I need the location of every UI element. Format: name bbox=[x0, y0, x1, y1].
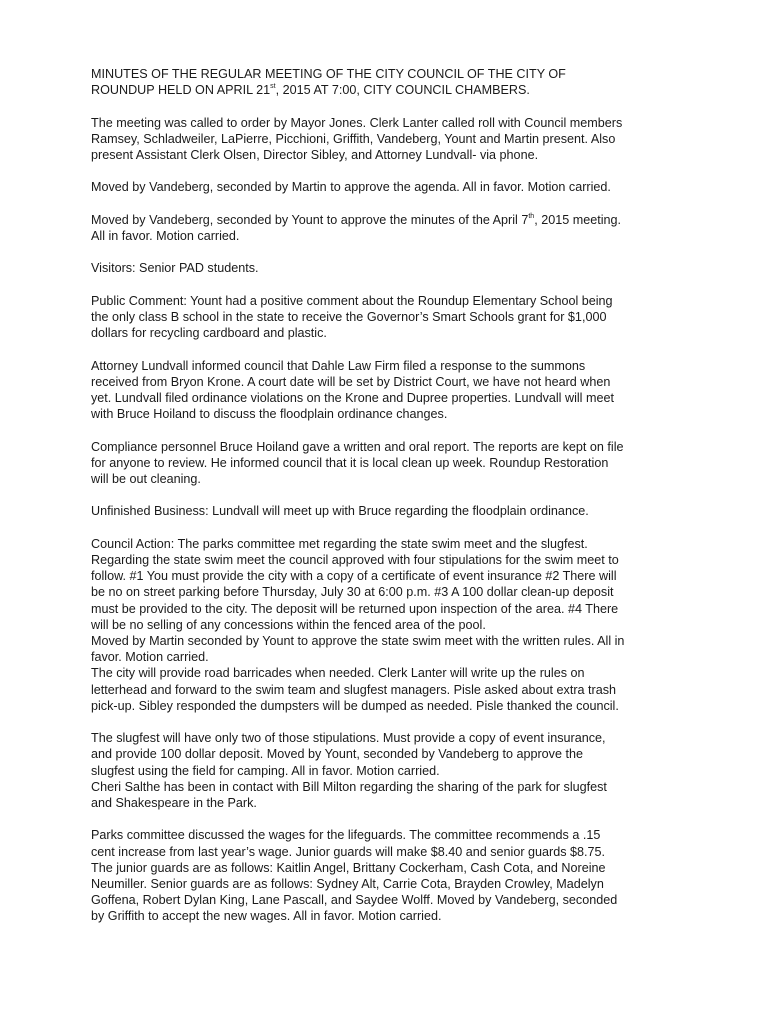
paragraph-line: yet. Lundvall filed ordinance violations on the Krone and Dupree properties. Lundvall will meet bbox=[91, 390, 614, 405]
paragraph-line: the only class B school in the state to receive the Governor’s Smart Schools grant for $1,000 bbox=[91, 309, 607, 324]
paragraph-line: for anyone to review. He informed council that it is local clean up week. Roundup Restoration bbox=[91, 455, 609, 470]
paragraph-line bbox=[91, 212, 691, 228]
paragraph-line: received from Bryon Krone. A court date will be set by District Court, we have not heard when bbox=[91, 374, 611, 389]
paragraph-line: Parks committee discussed the wages for the lifeguards. The committee recommends a .15 bbox=[91, 828, 601, 843]
paragraph-line: Moved by Vandeberg, seconded by Martin to approve the agenda. All in favor. Motion carried. bbox=[91, 180, 611, 195]
slugfest-paragraph bbox=[91, 730, 691, 811]
call-to-order-paragraph bbox=[91, 115, 691, 164]
paragraph-line: present Assistant Clerk Olsen, Director Sibley, and Attorney Lundvall- via phone. bbox=[91, 148, 539, 162]
paragraph-line: The meeting was called to order by Mayor Jones. Clerk Lanter called roll with Council members bbox=[91, 115, 623, 130]
paragraph-line: pick-up. Sibley responded the dumpsters will be dumped as needed. Pisle thanked the council. bbox=[91, 698, 619, 713]
paragraph-line: Visitors: Senior PAD students. bbox=[91, 261, 259, 276]
paragraph-line: The junior guards are as follows: Kaitlin Angel, Brittany Cockerham, Cash Cota, and Noreine bbox=[91, 860, 606, 875]
minutes-document bbox=[91, 66, 691, 941]
paragraph-line: Public Comment: Yount had a positive comment about the Roundup Elementary School being bbox=[91, 293, 613, 308]
minutes-motion-text-end: , 2015 meeting. bbox=[534, 212, 622, 227]
minutes-motion-paragraph bbox=[91, 212, 691, 244]
paragraph-line: Council Action: The parks committee met regarding the state swim meet and the slugfest. bbox=[91, 536, 588, 551]
paragraph-line: letterhead and forward to the swim team and slugfest managers. Pisle asked about extra trash bbox=[91, 682, 617, 697]
minutes-date-suffix: th bbox=[528, 212, 535, 220]
lifeguard-wages-paragraph bbox=[91, 827, 691, 924]
title-line-1: MINUTES OF THE REGULAR MEETING OF THE CITY COUNCIL OF THE CITY OF bbox=[91, 67, 566, 81]
agenda-motion-paragraph bbox=[91, 179, 691, 195]
public-comment-paragraph bbox=[91, 293, 691, 342]
paragraph-line: The city will provide road barricades when needed. Clerk Lanter will write up the rules on bbox=[91, 666, 585, 681]
paragraph-line: will be no selling of any concessions within the fenced area of the pool. bbox=[91, 617, 486, 632]
title-time-text: , 2015 AT 7:00, CITY COUNCIL CHAMBERS. bbox=[275, 83, 530, 98]
compliance-report-paragraph bbox=[91, 439, 691, 488]
paragraph-line: Compliance personnel Bruce Hoiland gave a written and oral report. The reports are kept on file bbox=[91, 439, 624, 454]
attorney-report-paragraph bbox=[91, 358, 691, 423]
paragraph-line: Unfinished Business: Lundvall will meet up with Bruce regarding the floodplain ordinance. bbox=[91, 504, 589, 519]
paragraph-line: by Griffith to accept the new wages. All in favor. Motion carried. bbox=[91, 909, 442, 924]
council-action-paragraph bbox=[91, 536, 691, 714]
visitors-paragraph bbox=[91, 260, 691, 276]
paragraph-line: Regarding the state swim meet the council approved with four stipulations for the swim meet to bbox=[91, 552, 619, 567]
title-date-suffix: st bbox=[270, 83, 276, 91]
paragraph-line: Goffena, Robert Dylan King, Lane Pascall, and Saydee Wolff. Moved by Vandeberg, seconded bbox=[91, 893, 618, 908]
paragraph-line: must be provided to the city. The deposit will be returned upon inspection of the area. #4 There bbox=[91, 601, 619, 616]
paragraph-line: follow. #1 You must provide the city with a copy of a certificate of event insurance #2 There will bbox=[91, 569, 617, 584]
paragraph-line: All in favor. Motion carried. bbox=[91, 228, 240, 243]
paragraph-line: and provide 100 dollar deposit. Moved by Yount, seconded by Vandeberg to approve the bbox=[91, 747, 583, 762]
title-line-2 bbox=[91, 82, 691, 98]
paragraph-line: and Shakespeare in the Park. bbox=[91, 795, 257, 810]
paragraph-line: Neumiller. Senior guards are as follows: Sydney Alt, Carrie Cota, Brayden Crowley, Madelyn bbox=[91, 876, 604, 891]
paragraph-line: Attorney Lundvall informed council that Dahle Law Firm filed a response to the summons bbox=[91, 358, 586, 373]
minutes-motion-text: Moved by Vandeberg, seconded by Yount to approve the minutes of the April 7 bbox=[91, 212, 529, 227]
title-date-text: ROUNDUP HELD ON APRIL 21 bbox=[91, 83, 271, 98]
paragraph-line: cent increase from last year’s wage. Junior guards will make $8.40 and senior guards $8.75. bbox=[91, 844, 606, 859]
paragraph-line: slugfest using the field for camping. All in favor. Motion carried. bbox=[91, 763, 440, 778]
unfinished-business-paragraph bbox=[91, 503, 691, 519]
paragraph-line: favor. Motion carried. bbox=[91, 650, 209, 665]
document-title bbox=[91, 66, 691, 98]
paragraph-line: The slugfest will have only two of those stipulations. Must provide a copy of event insurance, bbox=[91, 731, 606, 746]
paragraph-line: Ramsey, Schladweiler, LaPierre, Picchioni, Griffith, Vandeberg, Yount and Martin present. Also bbox=[91, 131, 616, 146]
paragraph-line: be no on street parking before Thursday, July 30 at 6:00 p.m. #3 A 100 dollar clean-up deposit bbox=[91, 585, 614, 600]
paragraph-line: Moved by Martin seconded by Yount to approve the state swim meet with the written rules. All in bbox=[91, 633, 625, 648]
paragraph-line: Cheri Salthe has been in contact with Bill Milton regarding the sharing of the park for slugfest bbox=[91, 779, 607, 794]
paragraph-line: will be out cleaning. bbox=[91, 471, 201, 486]
paragraph-line: with Bruce Hoiland to discuss the floodplain ordinance changes. bbox=[91, 407, 448, 422]
paragraph-line: dollars for recycling cardboard and plastic. bbox=[91, 326, 327, 341]
